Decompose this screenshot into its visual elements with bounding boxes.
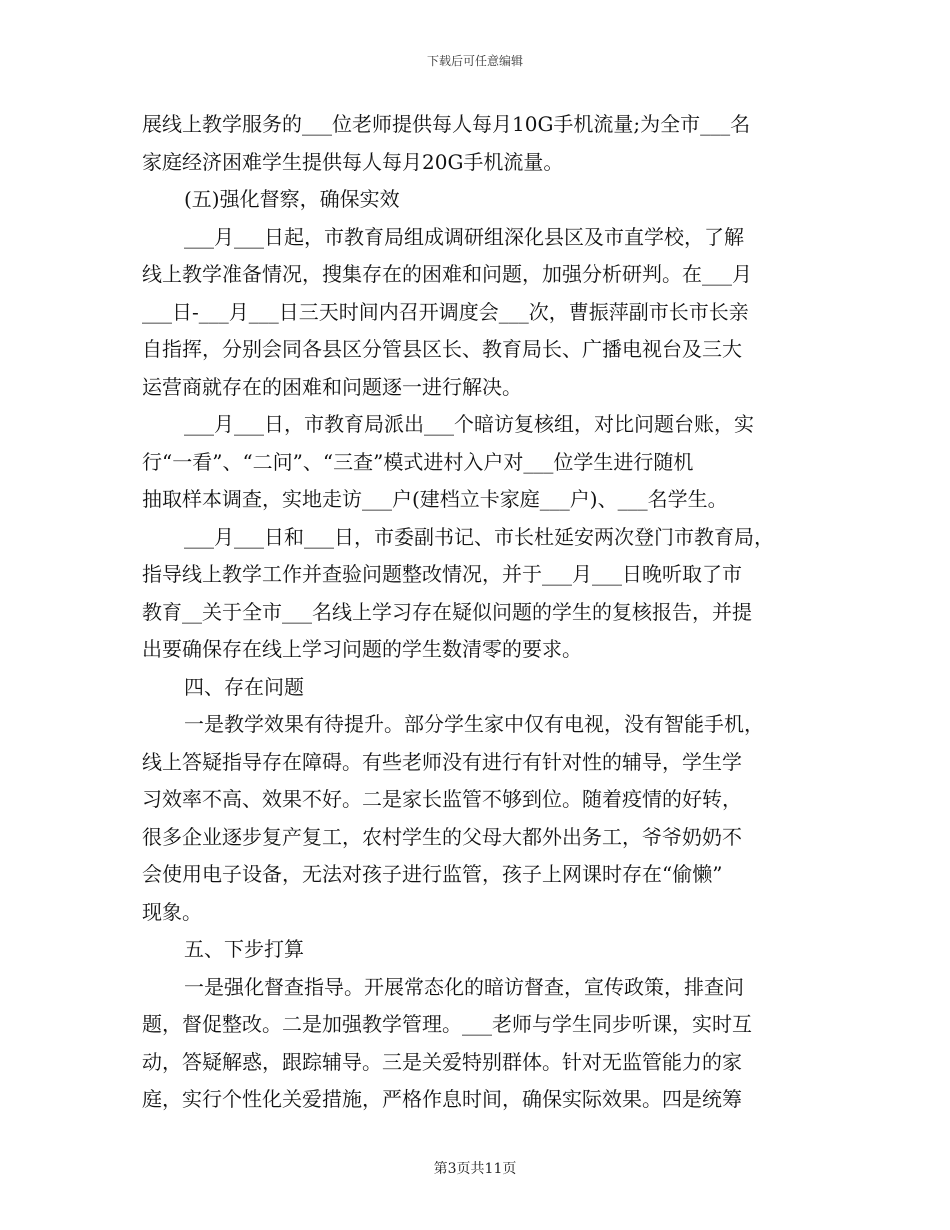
- text-line: 五、下步打算: [184, 937, 304, 961]
- text-line: 动，答疑解惑，跟踪辅导。三是关爱特别群体。针对无监管能力的家: [142, 1049, 742, 1074]
- text-line: 线上教学准备情况，搜集存在的困难和问题，加强分析研判。在___月: [142, 262, 752, 286]
- text-line: 教育__关于全市___名线上学习存在疑似问题的学生的复核报告，并提: [142, 599, 752, 624]
- text-line: ___日-___月___日三天时间内召开调度会___次，曹振萍副市长市长亲: [142, 299, 749, 324]
- page-header: 下载后可任意编辑: [426, 54, 523, 68]
- text-line: 很多企业逐步复产复工，农村学生的父母大都外出务工，爷爷奶奶不: [142, 824, 742, 849]
- text-line: 四、存在问题: [184, 674, 304, 699]
- text-line: 抽取样本调查，实地走访___户(建档立卡家庭___户)、___名学生。: [142, 487, 728, 511]
- text-line: 题，督促整改。二是加强教学管理。___老师与学生同步听课，实时互: [142, 1012, 752, 1036]
- document-body: [142, 106, 822, 1119]
- text-line: 展线上教学服务的___位老师提供每人每月10G手机流量;为全市___名: [142, 112, 751, 136]
- page-footer: 第3页共11页: [433, 1161, 517, 1177]
- text-line: 一是强化督查指导。开展常态化的暗访督查，宣传政策，排查问: [184, 974, 744, 999]
- text-line: 出要确保存在线上学习问题的学生数清零的要求。: [142, 637, 582, 661]
- text-line: ___月___日，市教育局派出___个暗访复核组，对比问题台账，实: [184, 412, 754, 436]
- text-line: 习效率不高、效果不好。二是家长监管不够到位。随着疫情的好转，: [142, 787, 742, 811]
- text-line: 运营商就存在的困难和问题逐一进行解决。: [142, 374, 522, 399]
- text-line: 家庭经济困难学生提供每人每月20G手机流量。: [142, 149, 564, 174]
- text-line: 指导线上教学工作并查验问题整改情况，并于___月___日晚听取了市: [142, 562, 742, 586]
- text-line: 一是教学效果有待提升。部分学生家中仅有电视，没有智能手机，: [184, 712, 764, 736]
- text-line: ___月___日和___日，市委副书记、市长杜延安两次登门市教育局，: [184, 524, 774, 549]
- text-line: 线上答疑指导存在障碍。有些老师没有进行有针对性的辅导，学生学: [142, 749, 742, 774]
- text-line: 现象。: [142, 899, 202, 924]
- text-line: 行“一看”、“二问”、“三查”模式进村入户对___位学生进行随机: [142, 449, 694, 474]
- text-line: ___月___日起，市教育局组成调研组深化县区及市直学校，了解: [184, 224, 744, 249]
- text-line: (五)强化督察，确保实效: [184, 187, 400, 211]
- text-line: 会使用电子设备，无法对孩子进行监管，孩子上网课时存在“偷懒”: [142, 862, 723, 886]
- text-line: 自指挥，分别会同各县区分管县区长、教育局长、广播电视台及三大: [142, 337, 742, 361]
- text-line: 庭，实行个性化关爱措施，严格作息时间，确保实际效果。四是统筹: [142, 1087, 742, 1111]
